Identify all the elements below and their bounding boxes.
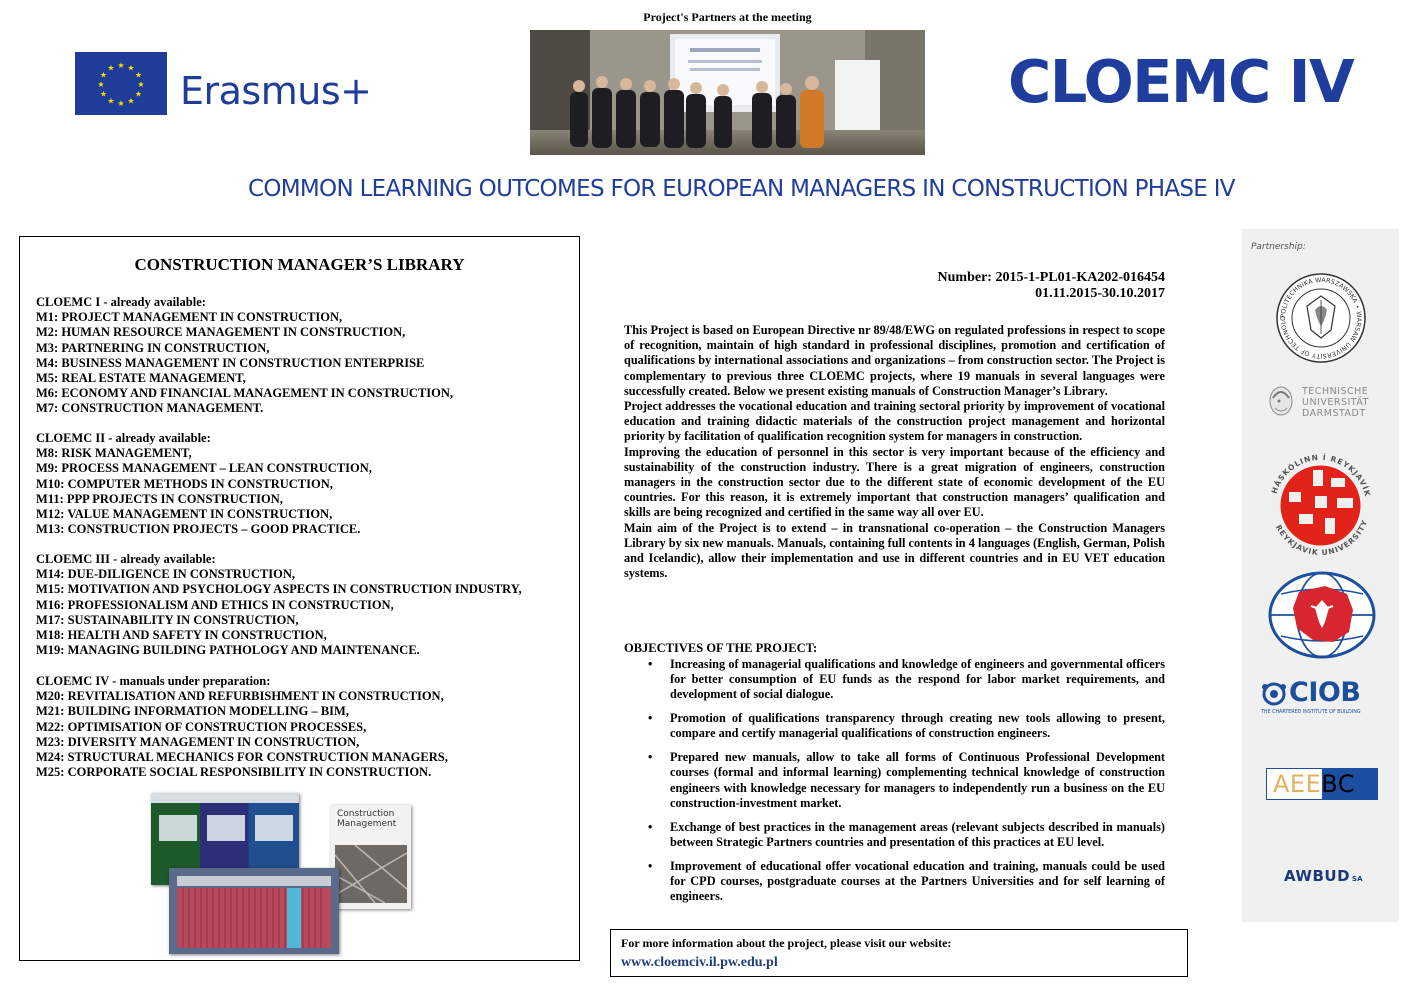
tu-darmstadt-line: TECHNISCHE — [1302, 386, 1369, 397]
library-item: M20: REVITALISATION AND REFURBISHMENT IN CONSTRUCTION, — [36, 689, 444, 704]
library-group-heading: CLOEMC IV - manuals under preparation: — [36, 674, 271, 688]
objective-item: • Exchange of best practices in the management areas (relevant subjects described in manuals) between Strategic Partners countries and presentation of this practices at EU level. — [648, 820, 1165, 850]
project-title: CLOEMC IV — [1008, 47, 1354, 116]
library-item: M12: VALUE MANAGEMENT IN CONSTRUCTION, — [36, 507, 333, 522]
aeebc-text: AEEBC — [1273, 770, 1356, 798]
eu-stars-icon — [75, 52, 167, 115]
library-item: M15: MOTIVATION AND PSYCHOLOGY ASPECTS IN CONSTRUCTION INDUSTRY, — [36, 582, 522, 597]
library-item: M7: CONSTRUCTION MANAGEMENT. — [36, 401, 264, 416]
info-box — [610, 929, 1188, 977]
library-item: M17: SUSTAINABILITY IN CONSTRUCTION, — [36, 612, 299, 627]
objective-item: • Prepared new manuals, allow to take all forms of Continuous Professional Development courses (formal and informal learning) complementing technical knowledge of construction engineers with knowledge necessary for managers to independently run a business on the EU construction-investment market. — [648, 750, 1165, 811]
library-item: M8: RISK MANAGEMENT, — [36, 446, 192, 461]
library-item: M4: BUSINESS MANAGEMENT IN CONSTRUCTION ENTERPRISE — [36, 355, 425, 370]
library-item: M14: DUE-DILIGENCE IN CONSTRUCTION, — [36, 567, 296, 582]
description-paragraph: This Project is based on European Directive nr 89/48/EWG on regulated professions in respect to scope of recognition, maintain of high standard in professional disciplines, promotion and certification of qualifications by international associations and organizations – from construction sector. The Project is complementary to previous three CLOEMC projects, where 19 manuals in several languages were successfully created. Below we present existing manuals of Construction Manager’s Library. — [624, 323, 1165, 398]
awbud-logo[interactable] — [1284, 867, 1363, 886]
library-group-heading: CLOEMC III - already available: — [36, 552, 216, 566]
library-item: M5: REAL ESTATE MANAGEMENT, — [36, 371, 246, 386]
awbud-suffix: SA — [1352, 875, 1363, 883]
svg-text:★: ★ — [127, 63, 135, 73]
eu-flag-icon — [75, 52, 167, 115]
polish-eagle-globe-icon — [1267, 570, 1377, 660]
library-item: M16: PROFESSIONALISM AND ETHICS IN CONSTRUCTION, — [36, 597, 394, 612]
meeting-photo-illustration — [530, 30, 925, 155]
library-item: M24: STRUCTURAL MECHANICS FOR CONSTRUCTION MANAGERS, — [36, 750, 448, 765]
project-number: Number: 2015-1-PL01-KA202-016454 — [937, 270, 1165, 285]
partnership-label: Partnership: — [1251, 242, 1306, 252]
library-group-cloemc-3 — [36, 552, 522, 658]
description-paragraph: Main aim of the Project is to extend – in transnational co-operation – the Construction Managers Library by six new manuals. Manuals, containing full contents in 4 languages (English, German, Polish and Icelandic), allow their implementation and use in different countries and in EU VET education systems. — [624, 520, 1165, 581]
info-text: For more information about the project, please visit our website: — [621, 936, 952, 950]
reykjavik-bottom-text: REYKJAVIK UNIVERSITY — [1273, 518, 1370, 558]
objective-item: • Improvement of educational offer vocational education and training, manuals could be used for CPD courses, postgraduate courses at the Partners Universities and for self learning of engineers. — [648, 859, 1165, 905]
tu-darmstadt-logo[interactable] — [1267, 384, 1387, 420]
library-item: M21: BUILDING INFORMATION MODELLING – BIM, — [36, 704, 349, 719]
book-cover-title: Construction Management — [337, 809, 397, 829]
partnership-strip — [1242, 229, 1399, 922]
erasmus-logo-text: Erasmus+ — [180, 69, 372, 113]
project-subtitle: COMMON LEARNING OUTCOMES FOR EUROPEAN MANAGERS IN CONSTRUCTION PHASE IV — [248, 176, 1235, 202]
library-group-heading: CLOEMC I - already available: — [36, 295, 206, 309]
project-description — [624, 323, 1165, 581]
library-item: M25: CORPORATE SOCIAL RESPONSIBILITY IN CONSTRUCTION. — [36, 765, 432, 780]
library-item: M2: HUMAN RESOURCE MANAGEMENT IN CONSTRUCTION, — [36, 325, 406, 340]
library-item: M6: ECONOMY AND FINANCIAL MANAGEMENT IN CONSTRUCTION, — [36, 386, 454, 401]
library-title: CONSTRUCTION MANAGER’S LIBRARY — [134, 255, 465, 274]
tu-darmstadt-name — [1302, 386, 1369, 419]
svg-text:★: ★ — [137, 80, 145, 89]
library-item: M11: PPP PROJECTS IN CONSTRUCTION, — [36, 491, 283, 506]
reykjavik-top-text: HÁSKÓLINN Í REYKJAVÍK — [1269, 452, 1373, 498]
svg-text:★: ★ — [134, 89, 143, 99]
project-dates: 01.11.2015-30.10.2017 — [1035, 286, 1165, 301]
book-cover-image — [335, 845, 407, 903]
ciob-subtitle: THE CHARTERED INSTITUTE OF BUILDING — [1261, 710, 1361, 715]
tu-darmstadt-line: UNIVERSITÄT — [1302, 397, 1369, 408]
reykjavik-university-logo[interactable] — [1263, 448, 1378, 568]
manuals-photo-shelf — [169, 868, 339, 954]
ciob-text: CIOB — [1289, 677, 1361, 708]
athena-head-icon — [1267, 384, 1295, 418]
meeting-photo — [530, 30, 925, 155]
library-item: M19: MANAGING BUILDING PATHOLOGY AND MAINTENANCE. — [36, 643, 420, 658]
library-panel — [19, 236, 580, 961]
description-paragraph: Improving the education of personnel in this sector is very important because of the efficiency and sustainability of the construction industry. There is a great migration of engineers, construction managers in the construction sector due to the different state of economic development of the EU countries. For this reason, it is extremely important that construction managers’ qualification and skills are being recognized and certified in the same way all over EU. — [624, 444, 1165, 520]
ciob-logo[interactable] — [1259, 679, 1389, 719]
library-item: M13: CONSTRUCTION PROJECTS – GOOD PRACTICE. — [36, 522, 361, 537]
objective-item: • Increasing of managerial qualifications and knowledge of engineers and governmental officers for better consumption of EU funds as the respond for labor market requirements, and development of social dialogue. — [648, 657, 1165, 703]
svg-text:★: ★ — [107, 96, 115, 106]
tu-darmstadt-line: DARMSTADT — [1302, 408, 1366, 419]
aeebc-logo[interactable] — [1266, 768, 1378, 800]
awbud-text: AWBUD — [1284, 867, 1351, 885]
library-item: M10: COMPUTER METHODS IN CONSTRUCTION, — [36, 476, 333, 491]
library-item: M22: OPTIMISATION OF CONSTRUCTION PROCESSES, — [36, 719, 367, 734]
library-item: M3: PARTNERING IN CONSTRUCTION, — [36, 340, 270, 355]
library-group-cloemc-4 — [36, 674, 448, 780]
project-number-block — [860, 270, 1165, 302]
manuals-photo-cover — [331, 805, 411, 909]
ciob-emblem-icon — [1259, 681, 1289, 707]
meeting-caption: Project's Partners at the meeting — [643, 10, 812, 24]
svg-text:★: ★ — [117, 99, 125, 108]
description-paragraph: Project addresses the vocational education and training sectoral priority by improvement of vocational education and training didactic materials of the construction project management and horizontal priority by facilitation of qualification recognition system for managers in construction. — [624, 399, 1165, 444]
svg-text:★: ★ — [127, 96, 135, 106]
svg-text:★: ★ — [134, 70, 143, 80]
library-group-cloemc-2 — [36, 431, 372, 537]
svg-text:★: ★ — [97, 80, 105, 89]
objectives-title: OBJECTIVES OF THE PROJECT: — [624, 641, 818, 655]
warsaw-university-logo[interactable] — [1275, 272, 1367, 369]
library-group-cloemc-1 — [36, 295, 453, 417]
svg-text:★: ★ — [99, 89, 108, 99]
library-item: M1: PROJECT MANAGEMENT IN CONSTRUCTION, — [36, 310, 343, 325]
university-seal-text: POLITECHNIKA WARSZAWSKA • WARSAW UNIVERSITY OF TECHNOLO — [1279, 276, 1363, 360]
university-seal-icon — [1275, 272, 1367, 364]
objectives-list — [648, 657, 1165, 913]
objective-item: • Promotion of qualifications transparency through creating new tools allowing to present, compare and certify managerial qualifications of construction engineers. — [648, 711, 1165, 741]
polish-association-logo[interactable] — [1267, 570, 1377, 665]
svg-text:★: ★ — [107, 63, 115, 73]
website-link[interactable]: www.cloemciv.il.pw.edu.pl — [621, 955, 778, 970]
library-group-heading: CLOEMC II - already available: — [36, 431, 211, 445]
library-item: M9: PROCESS MANAGEMENT – LEAN CONSTRUCTION, — [36, 461, 372, 476]
library-item: M23: DIVERSITY MANAGEMENT IN CONSTRUCTION, — [36, 734, 360, 749]
reykjavik-emblem-icon — [1263, 448, 1378, 563]
svg-text:★: ★ — [99, 70, 108, 80]
svg-text:★: ★ — [117, 61, 125, 70]
bookshelf-illustration — [169, 868, 339, 954]
library-item: M18: HEALTH AND SAFETY IN CONSTRUCTION, — [36, 628, 327, 643]
